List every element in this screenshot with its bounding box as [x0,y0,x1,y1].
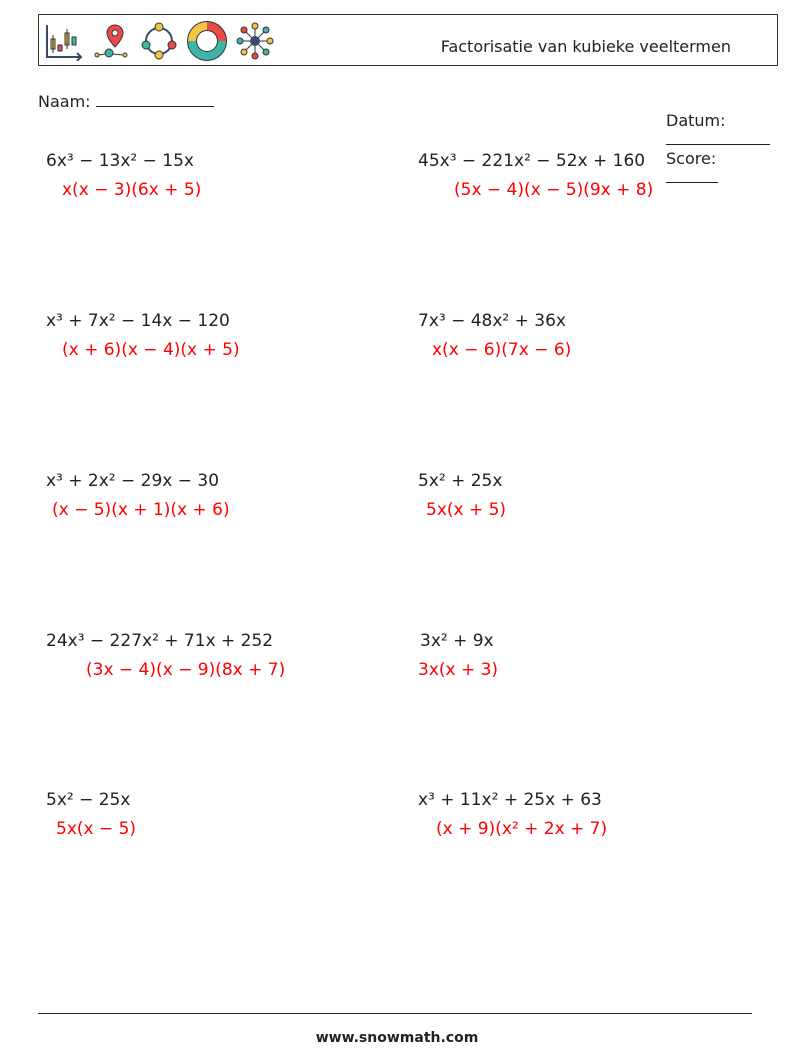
problem-answer: (x + 6)(x − 4)(x + 5) [62,340,240,360]
footer-url[interactable]: www.snowmath.com [315,1030,479,1046]
header-box [38,14,778,66]
problem-question: 6x³ − 13x² − 15x [46,151,194,171]
score-label: Score: [666,149,717,168]
cycle-people-icon [139,21,179,61]
problem-answer: 5x(x − 5) [56,819,137,839]
problem-answer: (3x − 4)(x − 9)(8x + 7) [86,660,286,680]
location-pin-icon [91,21,131,61]
date-label: Datum: [666,111,726,130]
problem-answer: (5x − 4)(x − 5)(9x + 8) [454,180,654,200]
problem-question: x³ + 11x² + 25x + 63 [418,790,602,810]
problem-question: 24x³ − 227x² + 71x + 252 [46,631,274,651]
network-icon [235,21,275,61]
header-icons [43,21,275,61]
donut-chart-icon [187,21,227,61]
problem-answer: (x + 9)(x² + 2x + 7) [436,819,608,839]
worksheet-title: Factorisatie van kubieke veeltermen [440,37,731,56]
name-field [38,92,214,111]
problem-question: x³ + 2x² − 29x − 30 [46,471,220,491]
footer-divider [38,1013,752,1014]
problem-question: 7x³ − 48x² + 36x [418,311,566,331]
problem-question: 5x² − 25x [46,790,131,810]
problem-question: 45x³ − 221x² − 52x + 160 [418,151,646,171]
problem-answer: (x − 5)(x + 1)(x + 6) [52,500,230,520]
date-blank[interactable] [666,130,770,145]
problem-question: 3x² + 9x [420,631,494,651]
score-blank[interactable] [666,168,718,183]
problem-answer: x(x − 3)(6x + 5) [62,180,202,200]
problem-answer: 5x(x + 5) [426,500,507,520]
problem-question: x³ + 7x² − 14x − 120 [46,311,230,331]
name-label: Naam: [38,92,91,111]
name-blank[interactable] [96,92,214,107]
bar-chart-icon [43,21,83,61]
date-score-fields [656,92,770,187]
problem-question: 5x² + 25x [418,471,503,491]
problem-answer: 3x(x + 3) [418,660,499,680]
problem-answer: x(x − 6)(7x − 6) [432,340,572,360]
